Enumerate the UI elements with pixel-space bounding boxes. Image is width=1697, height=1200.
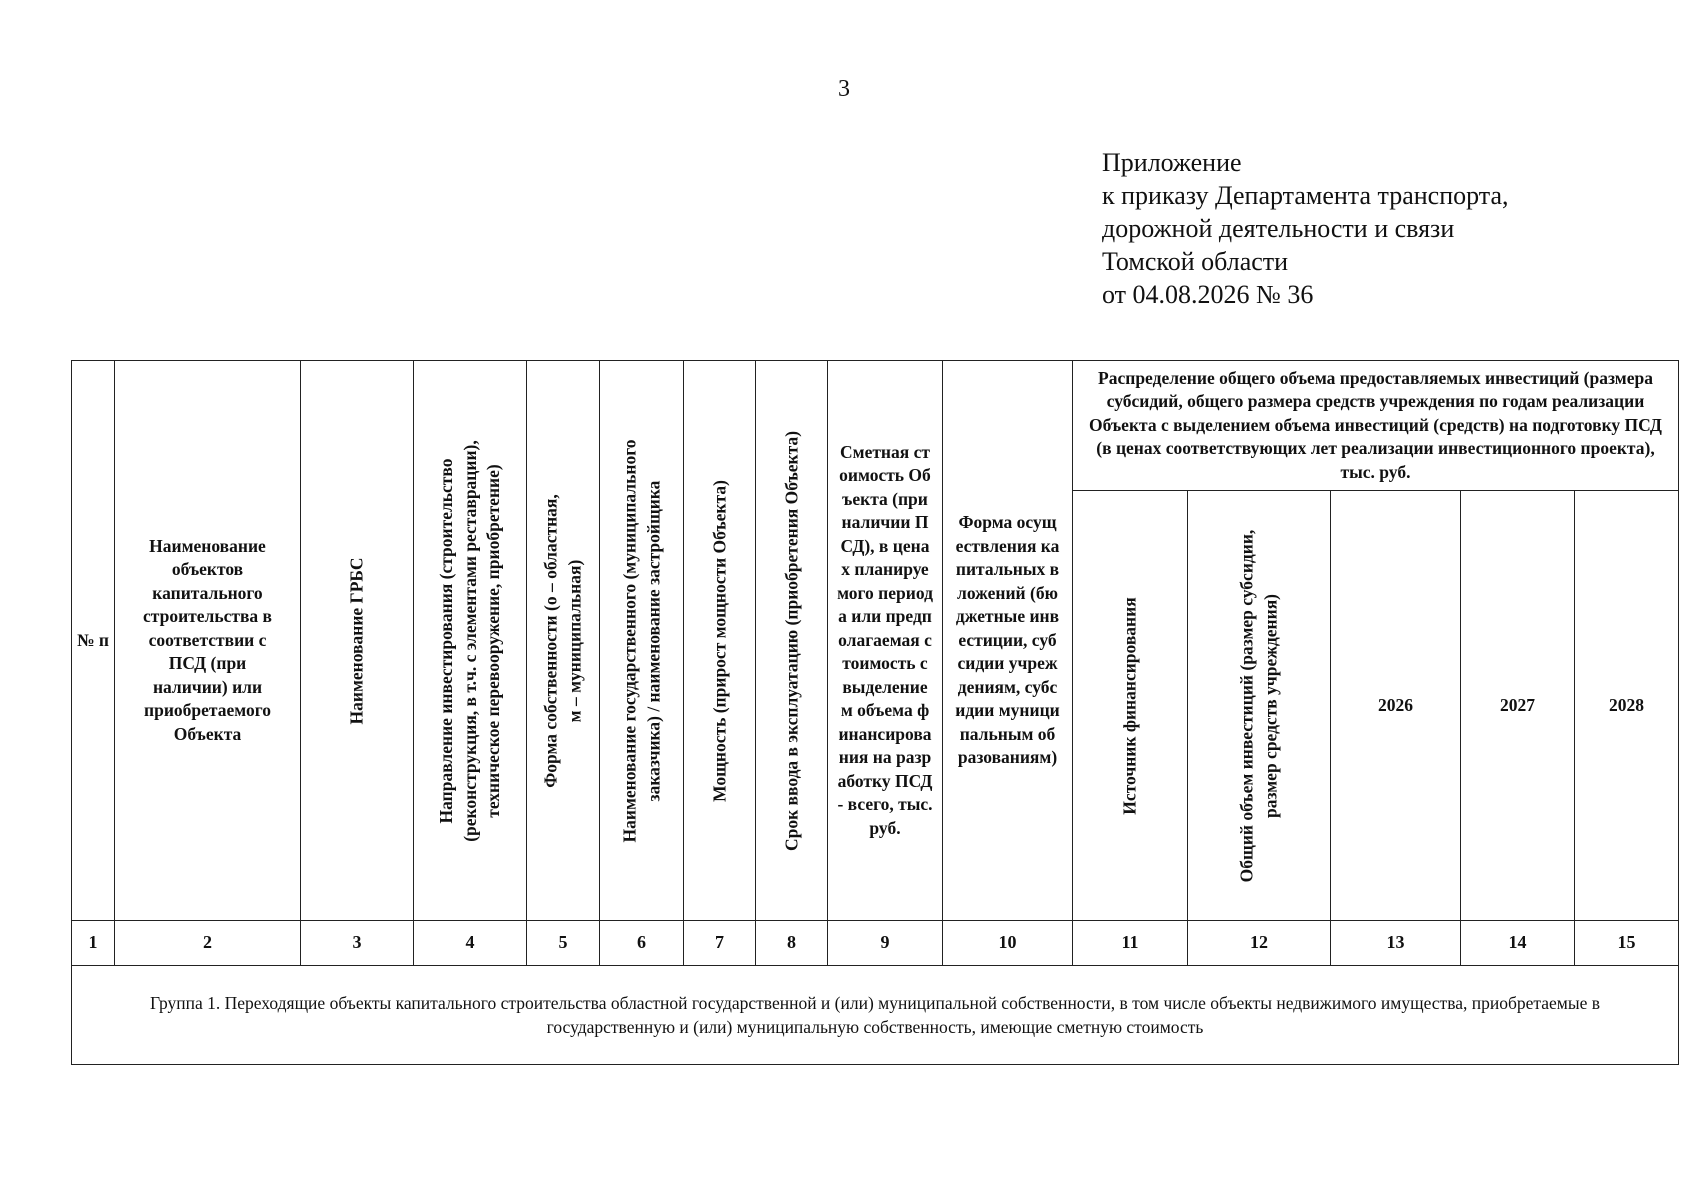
header-capacity xyxy=(684,361,756,921)
header-ownership-form xyxy=(527,361,600,921)
header-investment-form: Форма осуществления капитальных вложений (бюджетные инвестиции, субсидии учреждениям, субсидии муниципальным образованиям) xyxy=(943,361,1073,921)
header-investment-direction xyxy=(414,361,527,921)
column-number: 9 xyxy=(828,921,943,966)
appendix-line: к приказу Департамента транспорта, xyxy=(1102,181,1509,210)
header-line: Направление инвестирования (строительство xyxy=(435,458,456,823)
header-investment-direction-text xyxy=(435,440,506,842)
column-number-row xyxy=(72,921,1679,966)
column-number: 13 xyxy=(1331,921,1461,966)
column-number: 10 xyxy=(943,921,1073,966)
header-line: м – муниципальная) xyxy=(564,559,584,722)
column-number: 8 xyxy=(756,921,828,966)
header-customer-name xyxy=(600,361,684,921)
header-line: Форма собственности (о – областная, xyxy=(540,493,561,788)
appendix-line: Приложение xyxy=(1102,148,1242,177)
header-line: Наименование государственного (муниципального xyxy=(619,439,639,842)
header-commissioning-date-text: Срок ввода в эксплуатацию (приобретения Объекта) xyxy=(780,430,801,851)
investment-table xyxy=(71,360,1679,1065)
header-line: размер средств учреждения) xyxy=(1260,593,1280,818)
appendix-line: Томской области xyxy=(1102,247,1289,276)
column-number: 4 xyxy=(414,921,527,966)
header-total-investment-text xyxy=(1236,529,1283,882)
header-commissioning-date xyxy=(756,361,828,921)
column-number: 3 xyxy=(301,921,414,966)
appendix-date-line: от 04.08.2026 № 36 xyxy=(1102,280,1314,309)
header-estimated-cost: Сметная стоимость Объекта (при наличии ПСД), в ценах планируемого периода или предполагаемая стоимость с выделением объема финансирования на разработку ПСД - всего, тыс. руб. xyxy=(828,361,943,921)
header-distribution: Распределение общего объема предоставляемых инвестиций (размера субсидий, общего размера средств учреждения по годам реализации Объекта с выделением объема инвестиций (средств) на подготовку ПСД (в ценах соответствующих лет реализации инвестиционного проекта), тыс. руб. xyxy=(1073,361,1679,491)
header-funding-source-text: Источник финансирования xyxy=(1119,596,1140,815)
appendix-header xyxy=(1102,146,1508,311)
header-total-investment xyxy=(1188,491,1331,921)
column-number: 1 xyxy=(72,921,115,966)
header-funding-source xyxy=(1073,491,1188,921)
header-line: заказчика) / наименование застройщика xyxy=(642,480,663,801)
column-number: 15 xyxy=(1575,921,1679,966)
header-grbs-text: Наименование ГРБС xyxy=(346,557,367,724)
appendix-line: дорожной деятельности и связи xyxy=(1102,214,1455,243)
header-line: (реконструкция, в т.ч. с элементами реставрации), xyxy=(459,439,480,842)
column-number: 5 xyxy=(527,921,600,966)
header-ownership-form-text xyxy=(540,494,587,788)
group-row xyxy=(72,966,1679,1065)
header-capacity-text: Мощность (прирост мощности Объекта) xyxy=(708,479,729,802)
header-grbs xyxy=(301,361,414,921)
column-number: 12 xyxy=(1188,921,1331,966)
header-year-2028: 2028 xyxy=(1575,491,1679,921)
page-number: 3 xyxy=(838,76,850,102)
header-object-name: Наименование объектов капитального строительства в соответствии с ПСД (при наличии) или приобретаемого Объекта xyxy=(115,361,301,921)
column-number: 14 xyxy=(1461,921,1575,966)
header-year-2027: 2027 xyxy=(1461,491,1575,921)
header-line: техническое перевооружение, приобретение) xyxy=(482,463,503,818)
column-number: 2 xyxy=(115,921,301,966)
column-number: 6 xyxy=(600,921,684,966)
header-year-2026: 2026 xyxy=(1331,491,1461,921)
group-1-label: Группа 1. Переходящие объекты капитального строительства областной государственной и (или) муниципальной собственности, в том числе объекты недвижимого имущества, приобретаемые в государственную и (или) муниципальную собственность, имеющие сметную стоимость xyxy=(72,966,1679,1065)
column-number: 11 xyxy=(1073,921,1188,966)
header-number: № п xyxy=(72,361,115,921)
column-number: 7 xyxy=(684,921,756,966)
header-customer-name-text xyxy=(618,439,665,842)
header-line: Общий объем инвестиций (размер субсидии, xyxy=(1236,529,1257,882)
